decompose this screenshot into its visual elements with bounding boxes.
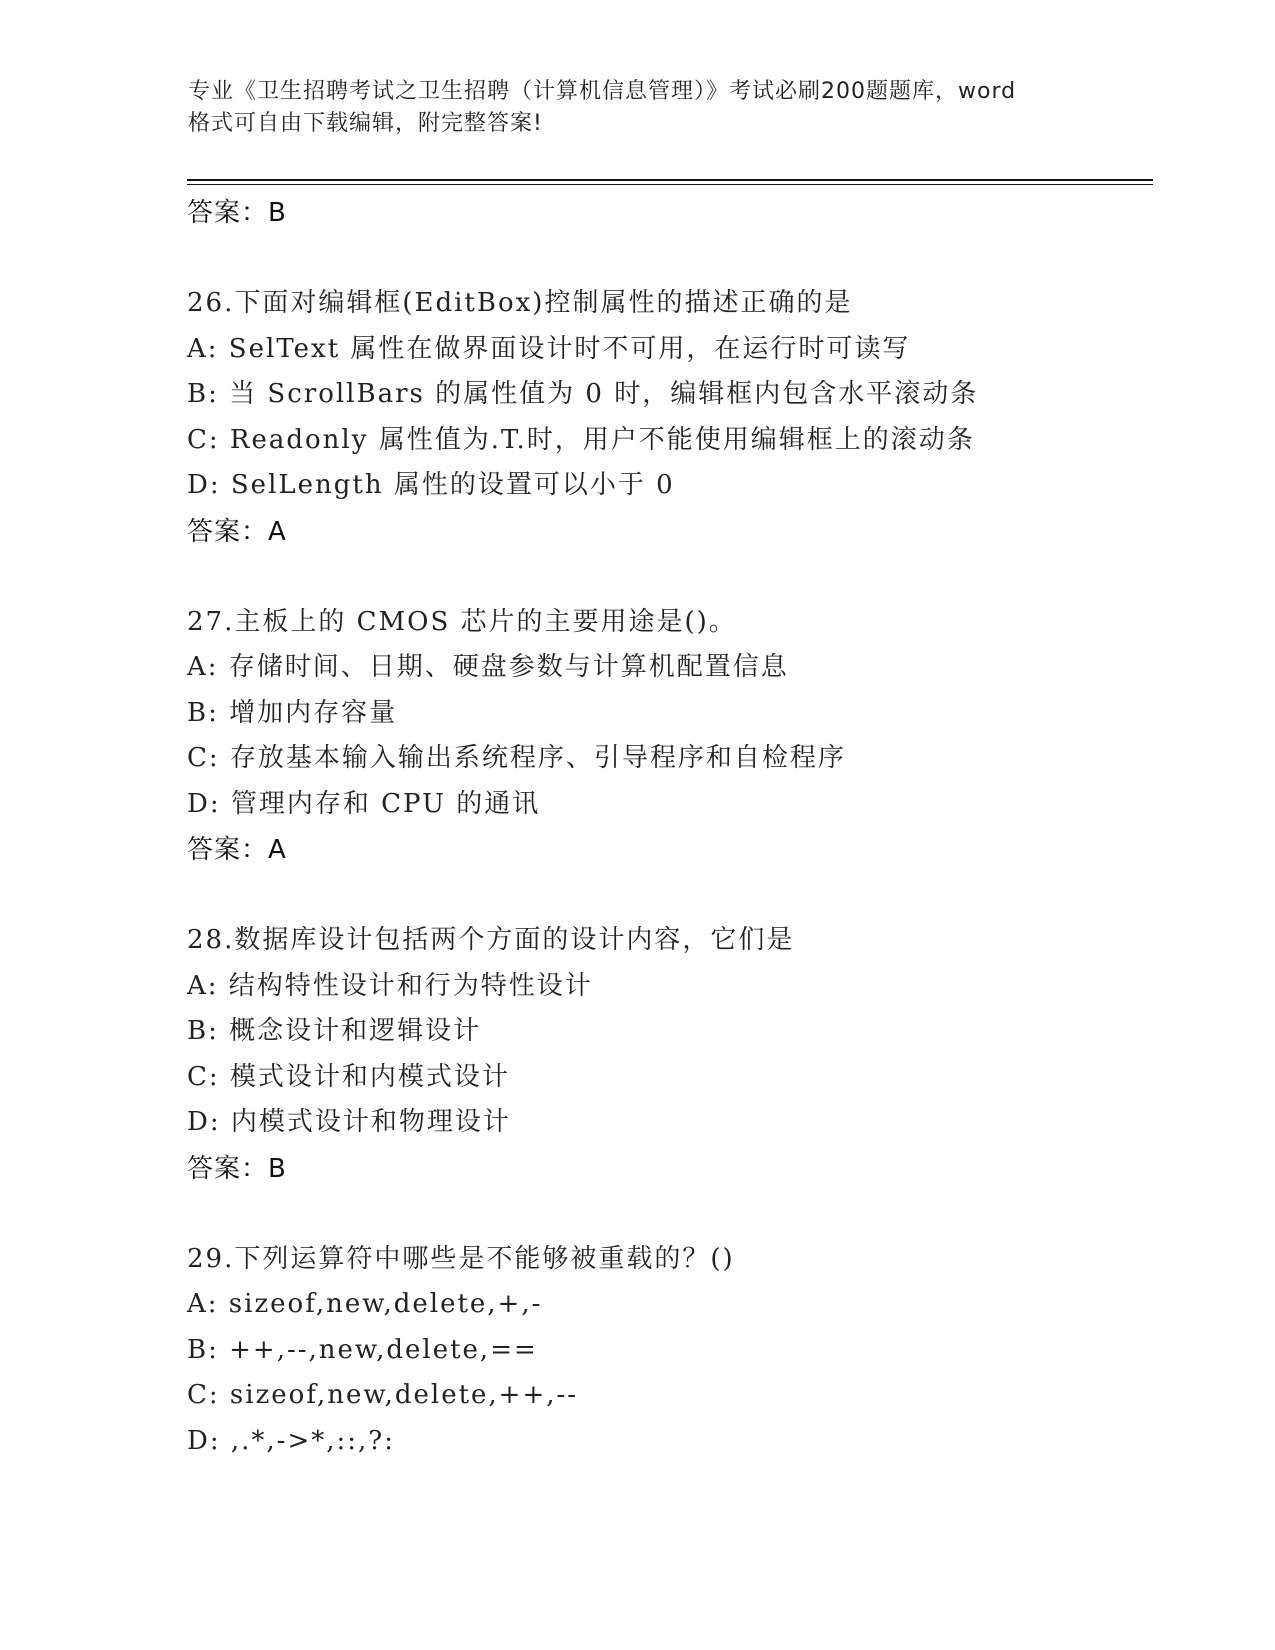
option-d: D: ,.*,->*,::,?: [187,1425,395,1456]
document-header [188,76,1088,140]
spacer [187,555,1167,600]
option-d: D: SelLength 属性的设置可以小于 0 [187,470,675,500]
answer: 答案：A [187,835,287,865]
spacer [187,236,1167,281]
option-b: B: 概念设计和逻辑设计 [187,1016,482,1046]
answer: 答案：A [187,516,287,547]
header-divider-thin [187,184,1153,185]
question-text: 29.下列运算符中哪些是不能够被重载的？() [187,1243,735,1274]
option-c: C: 存放基本输入输出系统程序、引导程序和自检程序 [187,743,846,773]
question-block-27 [187,600,1167,874]
spacer [187,873,1167,918]
header-line-1: 专业《卫生招聘考试之卫生招聘（计算机信息管理）》考试必刷200题题库，word [188,79,1017,104]
option-d: D: 内模式设计和物理设计 [187,1107,511,1137]
question-block-29 [187,1237,1167,1465]
answer: 答案：B [187,1153,287,1184]
question-list [187,190,1167,1464]
option-b: B: 当 ScrollBars 的属性值为 0 时，编辑框内包含水平滚动条 [187,379,979,409]
spacer [187,1192,1167,1237]
option-a: A: 存储时间、日期、硬盘参数与计算机配置信息 [187,652,789,682]
question-text: 26.下面对编辑框(EditBox)控制属性的描述正确的是 [187,288,853,318]
header-divider-thick [187,179,1153,181]
option-c: C: Readonly 属性值为.T.时，用户不能使用编辑框上的滚动条 [187,424,975,455]
option-b: B: ++,--,new,delete,== [187,1334,538,1365]
option-a: A: sizeof,new,delete,+,- [187,1289,543,1319]
option-b: B: 增加内存容量 [187,697,398,728]
question-text: 27.主板上的 CMOS 芯片的主要用途是()。 [187,606,737,637]
option-c: C: 模式设计和内模式设计 [187,1061,510,1092]
option-a: A: SelText 属性在做界面设计时不可用，在运行时可读写 [187,333,911,364]
question-block-26 [187,281,1167,555]
option-d: D: 管理内存和 CPU 的通讯 [187,788,541,819]
option-a: A: 结构特性设计和行为特性设计 [187,970,593,1001]
option-c: C: sizeof,new,delete,++,-- [187,1380,579,1410]
question-block-28 [187,918,1167,1192]
header-line-2: 格式可自由下载编辑，附完整答案! [188,111,543,136]
answer-prev: 答案：B [187,198,287,228]
question-text: 28.数据库设计包括两个方面的设计内容，它们是 [187,925,795,955]
